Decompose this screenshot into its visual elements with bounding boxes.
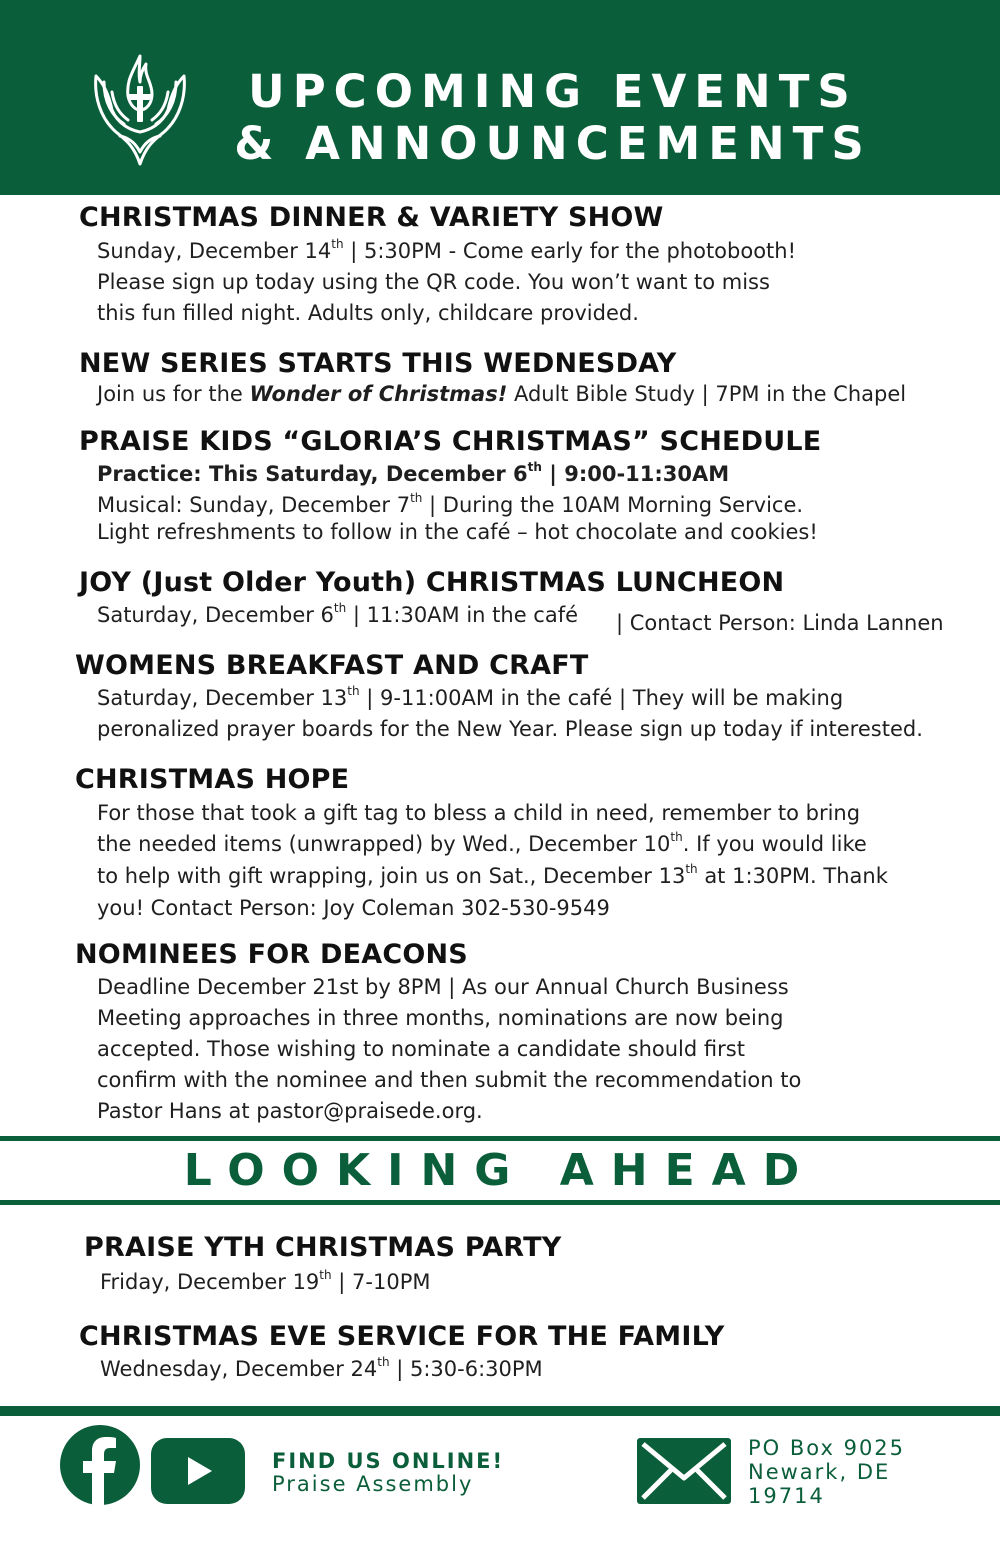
event-line: accepted. Those wishing to nominate a candidate should first xyxy=(97,1037,745,1061)
event-line: Join us for the Wonder of Christmas! Adult Bible Study | 7PM in the Chapel xyxy=(97,382,907,406)
dove-cross-hands-icon xyxy=(90,52,192,174)
event-title-christmas-eve: CHRISTMAS EVE SERVICE FOR THE FAMILY xyxy=(79,1321,725,1352)
event-title-new-series: NEW SERIES STARTS THIS WEDNESDAY xyxy=(79,348,677,379)
address-line: 19714 xyxy=(748,1484,825,1508)
event-line: Meeting approaches in three months, nominations are now being xyxy=(97,1006,784,1030)
event-line: this fun filled night. Adults only, childcare provided. xyxy=(97,301,639,325)
looking-ahead-heading: LOOKING AHEAD xyxy=(183,1145,817,1196)
event-line: Musical: Sunday, December 7th | During the 10AM Morning Service. xyxy=(97,491,804,517)
event-line: Saturday, December 6th | 11:30AM in the café xyxy=(97,601,579,627)
header-banner xyxy=(0,0,1000,195)
title-line-1: UPCOMING EVENTS xyxy=(248,65,858,118)
event-line: For those that took a gift tag to bless a child in need, remember to bring xyxy=(97,801,861,825)
divider xyxy=(0,1200,1000,1205)
event-line: the needed items (unwrapped) by Wed., December 10th. If you would like xyxy=(97,830,867,856)
event-title-yth-party: PRAISE YTH CHRISTMAS PARTY xyxy=(84,1232,562,1263)
org-name: Praise Assembly xyxy=(272,1472,474,1496)
event-line: Sunday, December 14th | 5:30PM - Come early for the photobooth! xyxy=(97,237,797,263)
youtube-icon[interactable] xyxy=(151,1438,245,1504)
event-line: Friday, December 19th | 7-10PM xyxy=(100,1268,431,1294)
event-line: confirm with the nominee and then submit the recommendation to xyxy=(97,1068,802,1092)
event-line: peronalized prayer boards for the New Year. Please sign up today if interested. xyxy=(97,717,923,741)
divider xyxy=(0,1136,1000,1141)
event-title-womens-breakfast: WOMENS BREAKFAST AND CRAFT xyxy=(75,650,589,681)
event-title-joy-luncheon: JOY (Just Older Youth) CHRISTMAS LUNCHEON xyxy=(79,567,785,598)
event-title-praise-kids: PRAISE KIDS “GLORIA’S CHRISTMAS” SCHEDULE xyxy=(79,426,822,457)
title-line-2: & ANNOUNCEMENTS xyxy=(234,117,872,170)
find-us-online-label: FIND US ONLINE! xyxy=(272,1449,505,1473)
facebook-icon[interactable] xyxy=(60,1425,140,1505)
mail-icon[interactable] xyxy=(637,1438,731,1504)
event-line: Practice: This Saturday, December 6th | 9:00-11:30AM xyxy=(97,460,730,486)
address-line: Newark, DE xyxy=(748,1460,891,1484)
event-line: Wednesday, December 24th | 5:30-6:30PM xyxy=(100,1355,543,1381)
event-title-nominees-deacons: NOMINEES FOR DEACONS xyxy=(75,939,468,970)
event-line: Pastor Hans at pastor@praisede.org. xyxy=(97,1099,483,1123)
event-line: Light refreshments to follow in the café – hot chocolate and cookies! xyxy=(97,520,818,544)
event-line: Please sign up today using the QR code. You won’t want to miss xyxy=(97,270,770,294)
event-line: to help with gift wrapping, join us on Sat., December 13th at 1:30PM. Thank xyxy=(97,862,888,888)
event-line: you! Contact Person: Joy Coleman 302-530-9549 xyxy=(97,896,610,920)
event-title-christmas-dinner: CHRISTMAS DINNER & VARIETY SHOW xyxy=(79,202,664,233)
event-line: Saturday, December 13th | 9-11:00AM in the café | They will be making xyxy=(97,684,844,710)
address-line: PO Box 9025 xyxy=(748,1436,906,1460)
event-contact: | Contact Person: Linda Lannen xyxy=(616,611,944,635)
page-title xyxy=(218,66,888,170)
event-line: Deadline December 21st by 8PM | As our Annual Church Business xyxy=(97,975,789,999)
event-title-christmas-hope: CHRISTMAS HOPE xyxy=(75,764,350,795)
footer-divider xyxy=(0,1406,1000,1416)
